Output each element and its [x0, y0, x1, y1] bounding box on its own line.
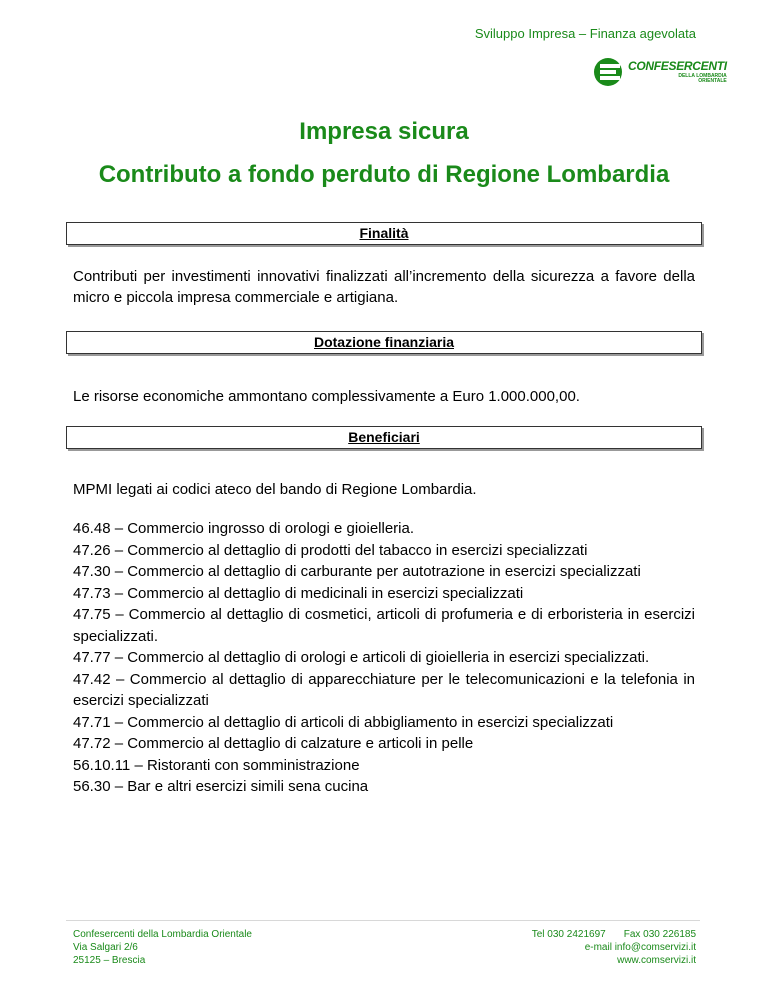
ateco-code-list	[73, 518, 695, 798]
logo-name: CONFESERCENTI	[628, 59, 727, 73]
list-item: 56.10.11 – Ristoranti con somministrazione	[73, 756, 360, 774]
footer-address	[73, 928, 252, 967]
footer-contacts	[532, 928, 696, 967]
footer-org: Confesercenti della Lombardia Orientale	[73, 929, 252, 940]
logo-sub-line1: DELLA LOMBARDIA	[678, 73, 727, 79]
section-heading-label: Beneficiari	[348, 429, 420, 445]
list-item: 47.30 – Commercio al dettaglio di carburante per autotrazione in esercizi specializzati	[73, 563, 641, 580]
list-item: 47.42 – Commercio al dettaglio di apparecchiature per le telecomunicazioni e la telefonia in esercizi specializzati	[73, 670, 695, 709]
footer-email[interactable]: e-mail info@comservizi.it	[584, 942, 696, 953]
footer-street: Via Salgari 2/6	[73, 942, 138, 953]
logo-text	[628, 60, 727, 84]
footer-divider	[66, 920, 700, 921]
logo-mark-icon	[592, 52, 626, 92]
footer-tel: Tel 030 2421697	[531, 929, 606, 940]
dotazione-text: Le risorse economiche ammontano complessivamente a Euro 1.000.000,00.	[73, 388, 580, 405]
list-item: 47.72 – Commercio al dettaglio di calzature e articoli in pelle	[73, 735, 474, 752]
logo-sub-line2: ORIENTALE	[698, 78, 727, 84]
list-item: 46.48 – Commercio ingrosso di orologi e gioielleria.	[73, 520, 415, 537]
finalita-text: Contributi per investimenti innovativi finalizzati all’incremento della sicurezza a favore della micro e piccola impresa commerciale e artigiana.	[73, 268, 695, 306]
list-item: 47.77 – Commercio al dettaglio di orologi e articoli di gioielleria in esercizi specializzati.	[73, 649, 650, 666]
page-title: Impresa sicura	[299, 118, 469, 145]
section-heading-beneficiari	[66, 426, 702, 449]
list-item: 56.30 – Bar e altri esercizi simili sena cucina	[73, 778, 369, 795]
header-tagline: Sviluppo Impresa – Finanza agevolata	[474, 26, 696, 41]
list-item: 47.26 – Commercio al dettaglio di prodotti del tabacco in esercizi specializzati	[73, 541, 588, 559]
footer-city: 25125 – Brescia	[73, 955, 146, 966]
footer-fax: Fax 030 226185	[623, 929, 696, 940]
section-heading-dotazione	[66, 331, 702, 354]
section-heading-finalita	[66, 222, 702, 245]
confesercenti-logo	[592, 50, 727, 94]
beneficiari-text: MPMI legati ai codici ateco del bando di Regione Lombardia.	[73, 481, 477, 498]
page-subtitle: Contributo a fondo perduto di Regione Lombardia	[98, 161, 670, 188]
section-heading-label: Finalità	[359, 225, 409, 241]
list-item: 47.73 – Commercio al dettaglio di medicinali in esercizi specializzati	[73, 584, 524, 602]
footer-website[interactable]: www.comservizi.it	[617, 955, 696, 966]
list-item: 47.71 – Commercio al dettaglio di articoli di abbigliamento in esercizi specializzati	[73, 713, 614, 731]
section-heading-label: Dotazione finanziaria	[313, 334, 455, 350]
list-item: 47.75 – Commercio al dettaglio di cosmetici, articoli di profumeria e di erboristeria in esercizi specializzati.	[73, 606, 695, 645]
